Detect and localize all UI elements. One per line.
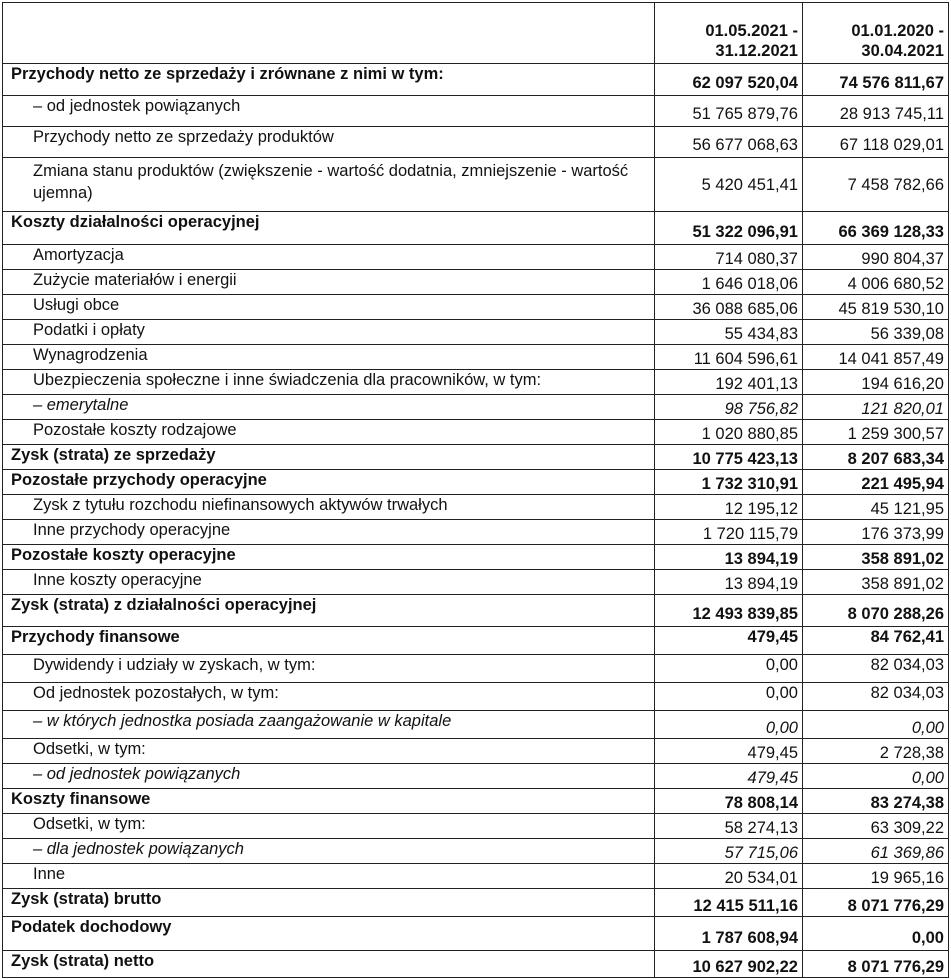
row-value-a: 10 627 902,22 [655, 951, 803, 978]
row-value-b: 0,00 [803, 764, 949, 789]
table-row [3, 570, 949, 595]
row-label: Pozostałe koszty rodzajowe [3, 420, 655, 445]
row-value-a: 1 720 115,79 [655, 520, 803, 545]
row-value-b: 2 728,38 [803, 739, 949, 764]
row-value-a: 20 534,01 [655, 864, 803, 889]
row-value-a: 56 677 068,63 [655, 127, 803, 158]
header-period-b: 01.01.2020 - 30.04.2021 [803, 3, 949, 64]
row-value-a: 78 808,14 [655, 789, 803, 814]
row-label: Przychody netto ze sprzedaży produktów [3, 127, 655, 158]
row-value-a: 55 434,83 [655, 320, 803, 345]
row-value-b: 358 891,02 [803, 545, 949, 570]
row-label: Koszty działalności operacyjnej [3, 212, 655, 245]
table-row [3, 270, 949, 295]
row-value-b: 82 034,03 [803, 683, 949, 711]
row-value-b: 8 070 288,26 [803, 595, 949, 627]
row-value-b: 28 913 745,11 [803, 96, 949, 127]
row-label: Inne koszty operacyjne [3, 570, 655, 595]
row-value-b: 63 309,22 [803, 814, 949, 839]
table-row [3, 470, 949, 495]
row-value-a: 479,45 [655, 627, 803, 655]
table-row [3, 739, 949, 764]
table-row [3, 295, 949, 320]
row-value-a: 1 732 310,91 [655, 470, 803, 495]
table-row [3, 520, 949, 545]
row-value-b: 0,00 [803, 711, 949, 739]
row-value-b: 82 034,03 [803, 655, 949, 683]
row-value-a: 714 080,37 [655, 245, 803, 270]
row-value-b: 83 274,38 [803, 789, 949, 814]
table-row [3, 445, 949, 470]
table-row [3, 655, 949, 683]
table-row [3, 711, 949, 739]
row-value-a: 10 775 423,13 [655, 445, 803, 470]
row-label: Ubezpieczenia społeczne i inne świadczenia dla pracowników, w tym: [3, 370, 655, 395]
row-label: Od jednostek pozostałych, w tym: [3, 683, 655, 711]
row-label: Amortyzacja [3, 245, 655, 270]
table-row [3, 320, 949, 345]
row-value-a: 0,00 [655, 655, 803, 683]
row-value-b: 8 207 683,34 [803, 445, 949, 470]
row-value-b: 1 259 300,57 [803, 420, 949, 445]
row-value-b: 74 576 811,67 [803, 64, 949, 96]
row-value-b: 358 891,02 [803, 570, 949, 595]
table-row [3, 814, 949, 839]
table-row [3, 212, 949, 245]
row-value-a: 5 420 451,41 [655, 158, 803, 212]
row-value-a: 13 894,19 [655, 570, 803, 595]
row-label: Podatek dochodowy [3, 917, 655, 951]
table-row [3, 127, 949, 158]
row-value-b: 176 373,99 [803, 520, 949, 545]
row-label: Inne przychody operacyjne [3, 520, 655, 545]
row-label: Wynagrodzenia [3, 345, 655, 370]
table-row [3, 420, 949, 445]
row-label: Zysk (strata) netto [3, 951, 655, 978]
table-row [3, 395, 949, 420]
table-row [3, 64, 949, 96]
table-row [3, 158, 949, 212]
header-period-a: 01.05.2021 - 31.12.2021 [655, 3, 803, 64]
table-row [3, 917, 949, 951]
row-value-a: 0,00 [655, 683, 803, 711]
table-row [3, 889, 949, 917]
row-value-b: 990 804,37 [803, 245, 949, 270]
table-row [3, 683, 949, 711]
row-value-a: 57 715,06 [655, 839, 803, 864]
row-value-b: 56 339,08 [803, 320, 949, 345]
row-label: Koszty finansowe [3, 789, 655, 814]
row-label: Podatki i opłaty [3, 320, 655, 345]
row-label: Usługi obce [3, 295, 655, 320]
row-value-b: 45 819 530,10 [803, 295, 949, 320]
header-row [3, 3, 949, 64]
table-row [3, 495, 949, 520]
table-row [3, 370, 949, 395]
table-row [3, 839, 949, 864]
row-value-a: 36 088 685,06 [655, 295, 803, 320]
row-value-a: 479,45 [655, 739, 803, 764]
table-row [3, 245, 949, 270]
row-label: – dla jednostek powiązanych [3, 839, 655, 864]
row-value-b: 0,00 [803, 917, 949, 951]
row-label: Zmiana stanu produktów (zwiększenie - wartość dodatnia, zmniejszenie - wartość ujemna) [3, 158, 655, 212]
row-value-a: 12 195,12 [655, 495, 803, 520]
row-value-a: 479,45 [655, 764, 803, 789]
table-row [3, 545, 949, 570]
row-value-b: 7 458 782,66 [803, 158, 949, 212]
row-label: Zużycie materiałów i energii [3, 270, 655, 295]
row-value-a: 51 765 879,76 [655, 96, 803, 127]
row-value-b: 14 041 857,49 [803, 345, 949, 370]
header-label-cell [3, 3, 655, 64]
row-label: Przychody finansowe [3, 627, 655, 655]
table-row [3, 789, 949, 814]
table-row [3, 345, 949, 370]
row-label: – od jednostek powiązanych [3, 96, 655, 127]
row-label: Inne [3, 864, 655, 889]
table-row [3, 627, 949, 655]
row-value-b: 121 820,01 [803, 395, 949, 420]
row-value-a: 1 787 608,94 [655, 917, 803, 951]
table-row [3, 595, 949, 627]
row-value-b: 45 121,95 [803, 495, 949, 520]
row-value-a: 11 604 596,61 [655, 345, 803, 370]
row-value-b: 221 495,94 [803, 470, 949, 495]
row-value-a: 13 894,19 [655, 545, 803, 570]
table-row [3, 951, 949, 978]
row-label: Zysk (strata) z działalności operacyjnej [3, 595, 655, 627]
income-statement-table [2, 2, 949, 978]
row-value-b: 67 118 029,01 [803, 127, 949, 158]
row-value-b: 19 965,16 [803, 864, 949, 889]
row-label: – od jednostek powiązanych [3, 764, 655, 789]
row-label: Pozostałe koszty operacyjne [3, 545, 655, 570]
table-row [3, 864, 949, 889]
row-value-b: 61 369,86 [803, 839, 949, 864]
table-row [3, 764, 949, 789]
row-value-a: 98 756,82 [655, 395, 803, 420]
row-label: Zysk (strata) brutto [3, 889, 655, 917]
row-value-b: 66 369 128,33 [803, 212, 949, 245]
row-value-a: 12 415 511,16 [655, 889, 803, 917]
row-label: Pozostałe przychody operacyjne [3, 470, 655, 495]
row-label: Zysk z tytułu rozchodu niefinansowych aktywów trwałych [3, 495, 655, 520]
table-row [3, 96, 949, 127]
row-value-b: 194 616,20 [803, 370, 949, 395]
row-label: – emerytalne [3, 395, 655, 420]
row-value-b: 8 071 776,29 [803, 889, 949, 917]
row-label: Dywidendy i udziały w zyskach, w tym: [3, 655, 655, 683]
row-label: – w których jednostka posiada zaangażowanie w kapitale [3, 711, 655, 739]
row-value-a: 12 493 839,85 [655, 595, 803, 627]
row-label: Zysk (strata) ze sprzedaży [3, 445, 655, 470]
row-value-b: 84 762,41 [803, 627, 949, 655]
row-value-b: 8 071 776,29 [803, 951, 949, 978]
row-value-a: 192 401,13 [655, 370, 803, 395]
row-value-a: 58 274,13 [655, 814, 803, 839]
row-value-a: 1 020 880,85 [655, 420, 803, 445]
row-label: Przychody netto ze sprzedaży i zrównane z nimi w tym: [3, 64, 655, 96]
row-value-a: 51 322 096,91 [655, 212, 803, 245]
row-value-a: 62 097 520,04 [655, 64, 803, 96]
row-value-a: 0,00 [655, 711, 803, 739]
row-label: Odsetki, w tym: [3, 814, 655, 839]
row-value-a: 1 646 018,06 [655, 270, 803, 295]
row-label: Odsetki, w tym: [3, 739, 655, 764]
row-value-b: 4 006 680,52 [803, 270, 949, 295]
